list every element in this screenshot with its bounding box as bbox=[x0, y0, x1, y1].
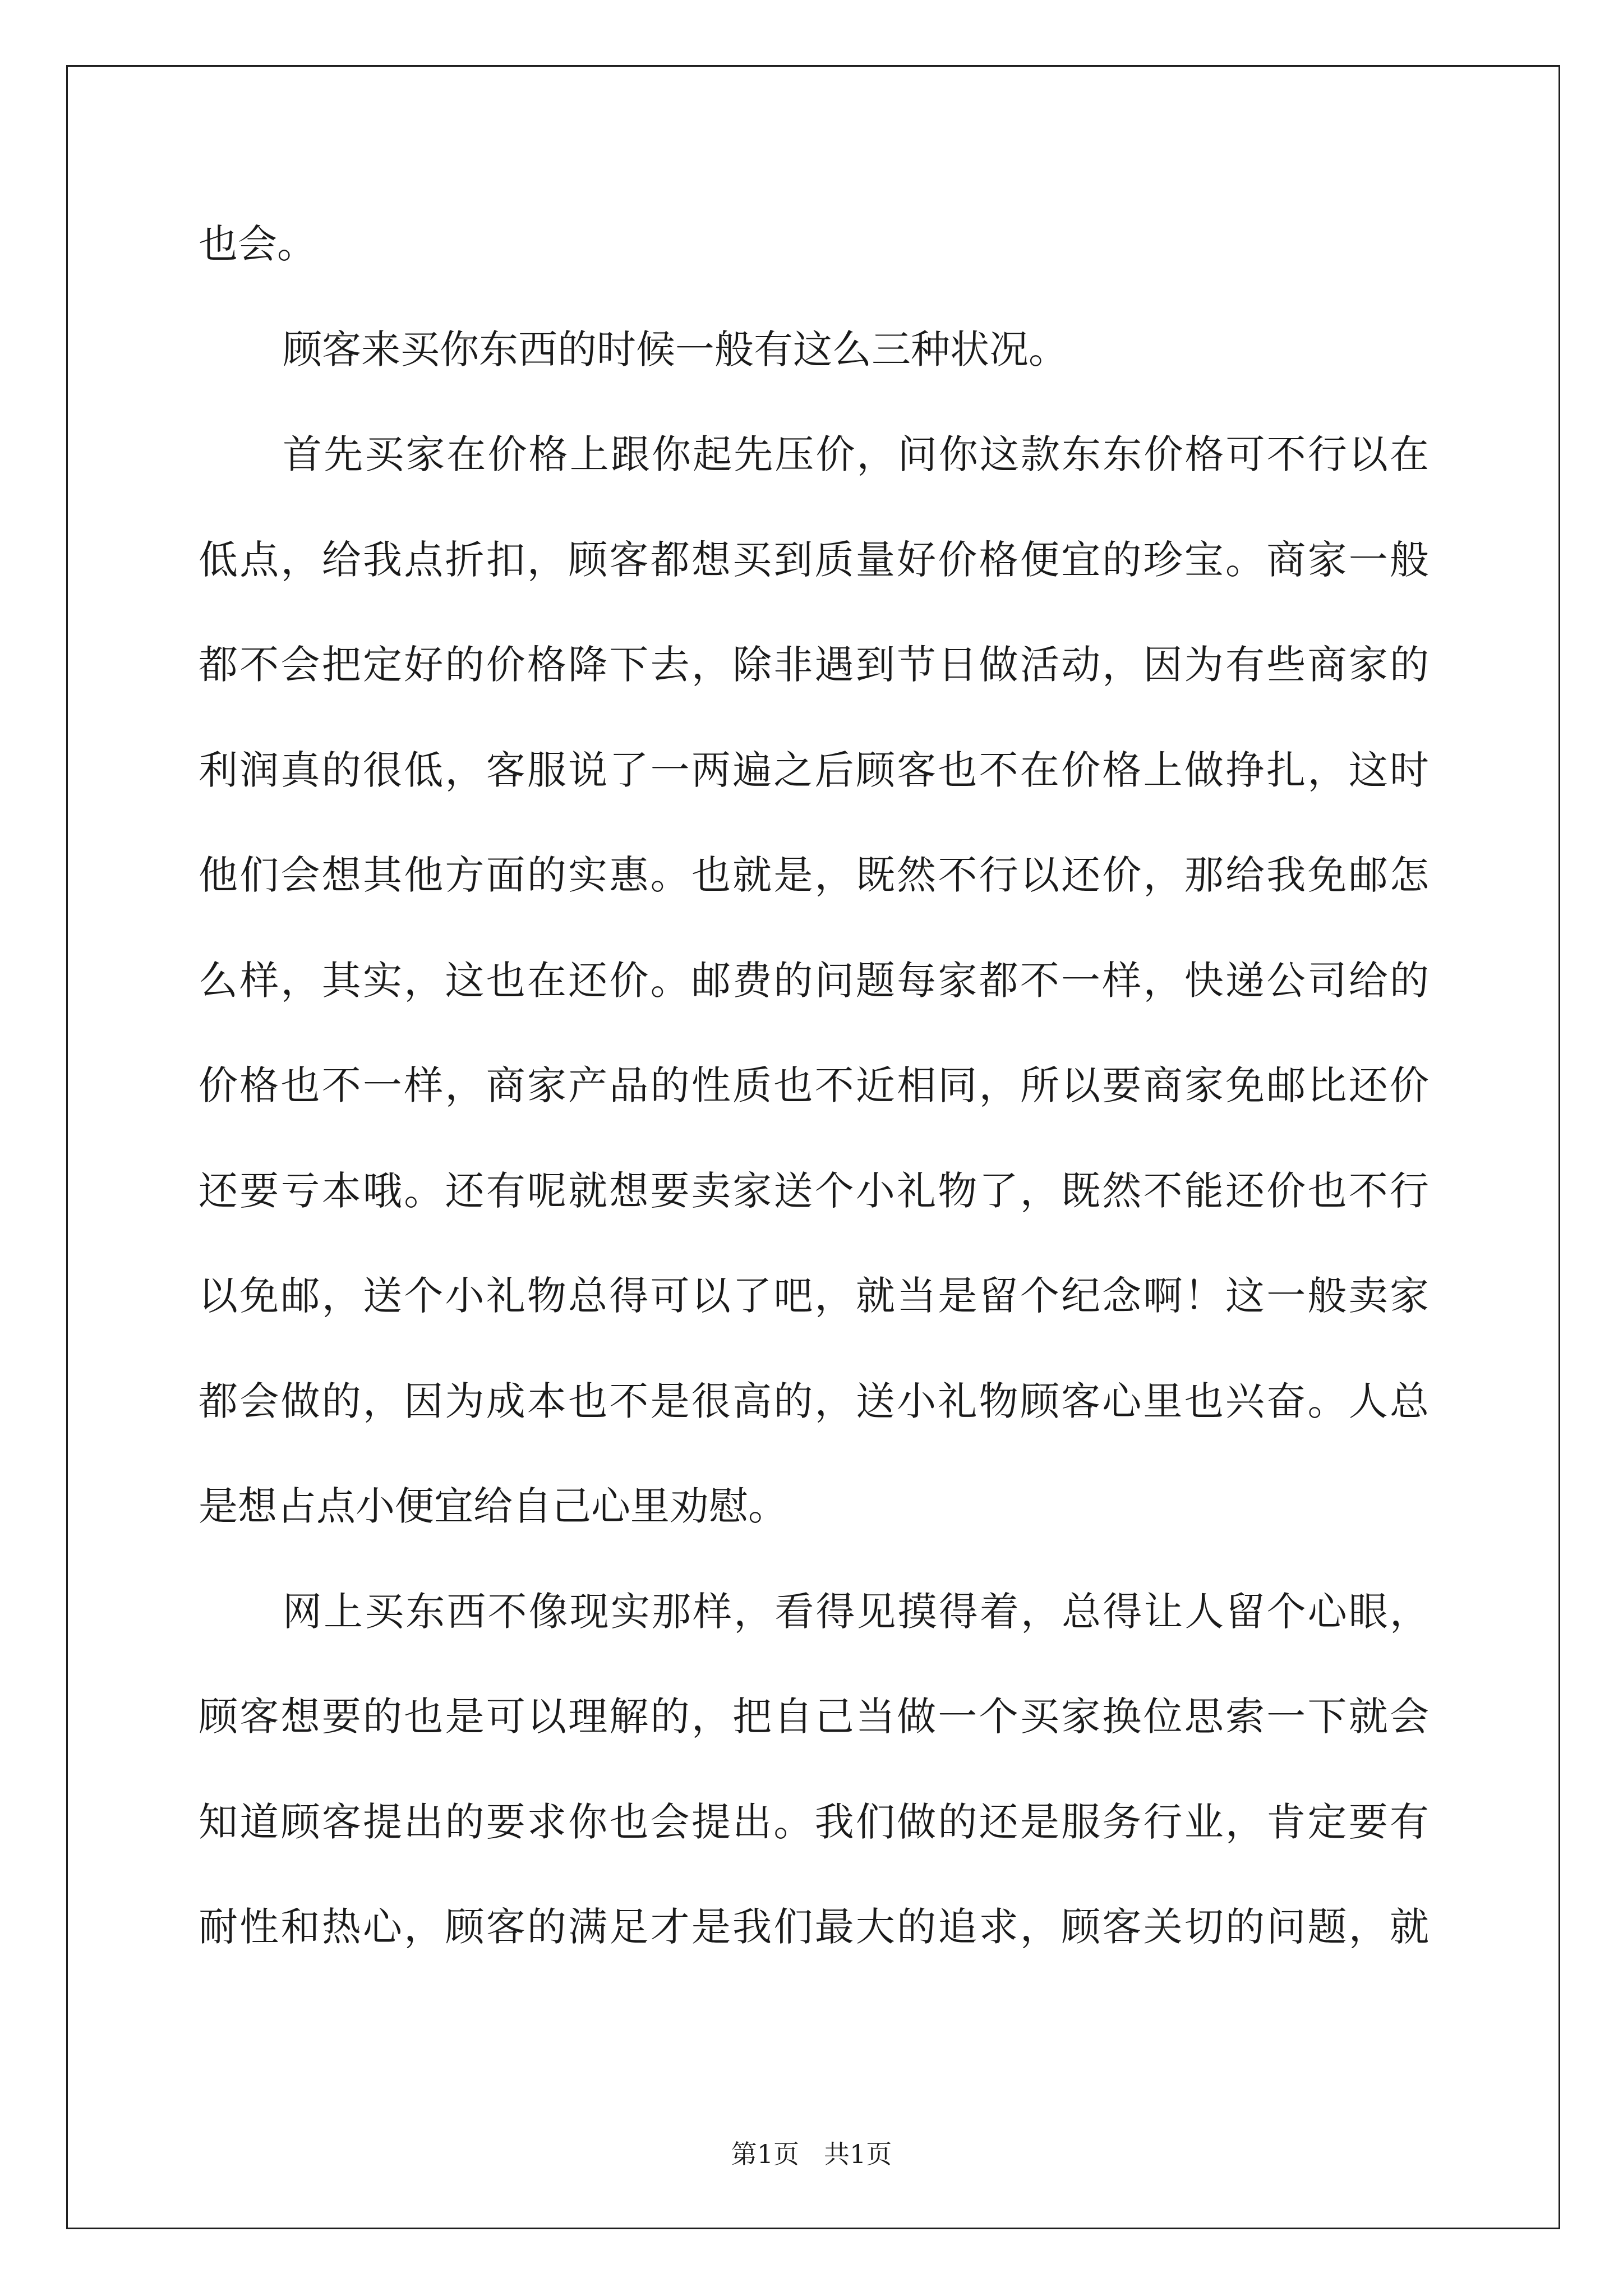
paragraph-line: 顾客想要的也是可以理解的，把自己当做一个买家换位思索一下就会 bbox=[199, 1694, 1429, 1740]
paragraph-line: 知道顾客提出的要求你也会提出。我们做的还是服务行业，肯定要有 bbox=[199, 1799, 1429, 1845]
paragraph-line: 以免邮，送个小礼物总得可以了吧，就当是留个纪念啊！这一般卖家 bbox=[199, 1273, 1429, 1319]
paragraph-line: 顾客来买你东西的时候一般有这么三种状况。 bbox=[283, 326, 1068, 372]
paragraph-line: 是想占点小便宜给自己心里劝慰。 bbox=[199, 1483, 787, 1529]
page-total: 共1页 bbox=[824, 2139, 892, 2169]
paragraph-line: 么样，其实，这也在还价。邮费的问题每家都不一样，快递公司给的 bbox=[199, 958, 1429, 1004]
paragraph-line: 都不会把定好的价格降下去，除非遇到节日做活动，因为有些商家的 bbox=[199, 642, 1429, 688]
paragraph-line: 都会做的，因为成本也不是很高的，送小礼物顾客心里也兴奋。人总 bbox=[199, 1378, 1429, 1424]
paragraph-line: 耐性和热心，顾客的满足才是我们最大的追求，顾客关切的问题，就 bbox=[199, 1904, 1429, 1950]
paragraph-line: 低点，给我点折扣，顾客都想买到质量好价格便宜的珍宝。商家一般 bbox=[199, 537, 1429, 583]
page-footer bbox=[0, 2137, 1623, 2171]
paragraph-line: 也会。 bbox=[199, 221, 316, 267]
paragraph-line: 还要亏本哦。还有呢就想要卖家送个小礼物了，既然不能还价也不行 bbox=[199, 1168, 1429, 1214]
paragraph-line: 首先买家在价格上跟你起先压价，问你这款东东价格可不行以在 bbox=[283, 431, 1429, 477]
paragraph-line: 他们会想其他方面的实惠。也就是，既然不行以还价，那给我免邮怎 bbox=[199, 852, 1429, 898]
paragraph-line: 价格也不一样，商家产品的性质也不近相同，所以要商家免邮比还价 bbox=[199, 1062, 1429, 1108]
paragraph-line: 利润真的很低，客服说了一两遍之后顾客也不在价格上做挣扎，这时 bbox=[199, 747, 1429, 793]
paragraph-line: 网上买东西不像现实那样，看得见摸得着，总得让人留个心眼， bbox=[283, 1589, 1429, 1635]
page-number: 第1页 bbox=[731, 2139, 799, 2169]
